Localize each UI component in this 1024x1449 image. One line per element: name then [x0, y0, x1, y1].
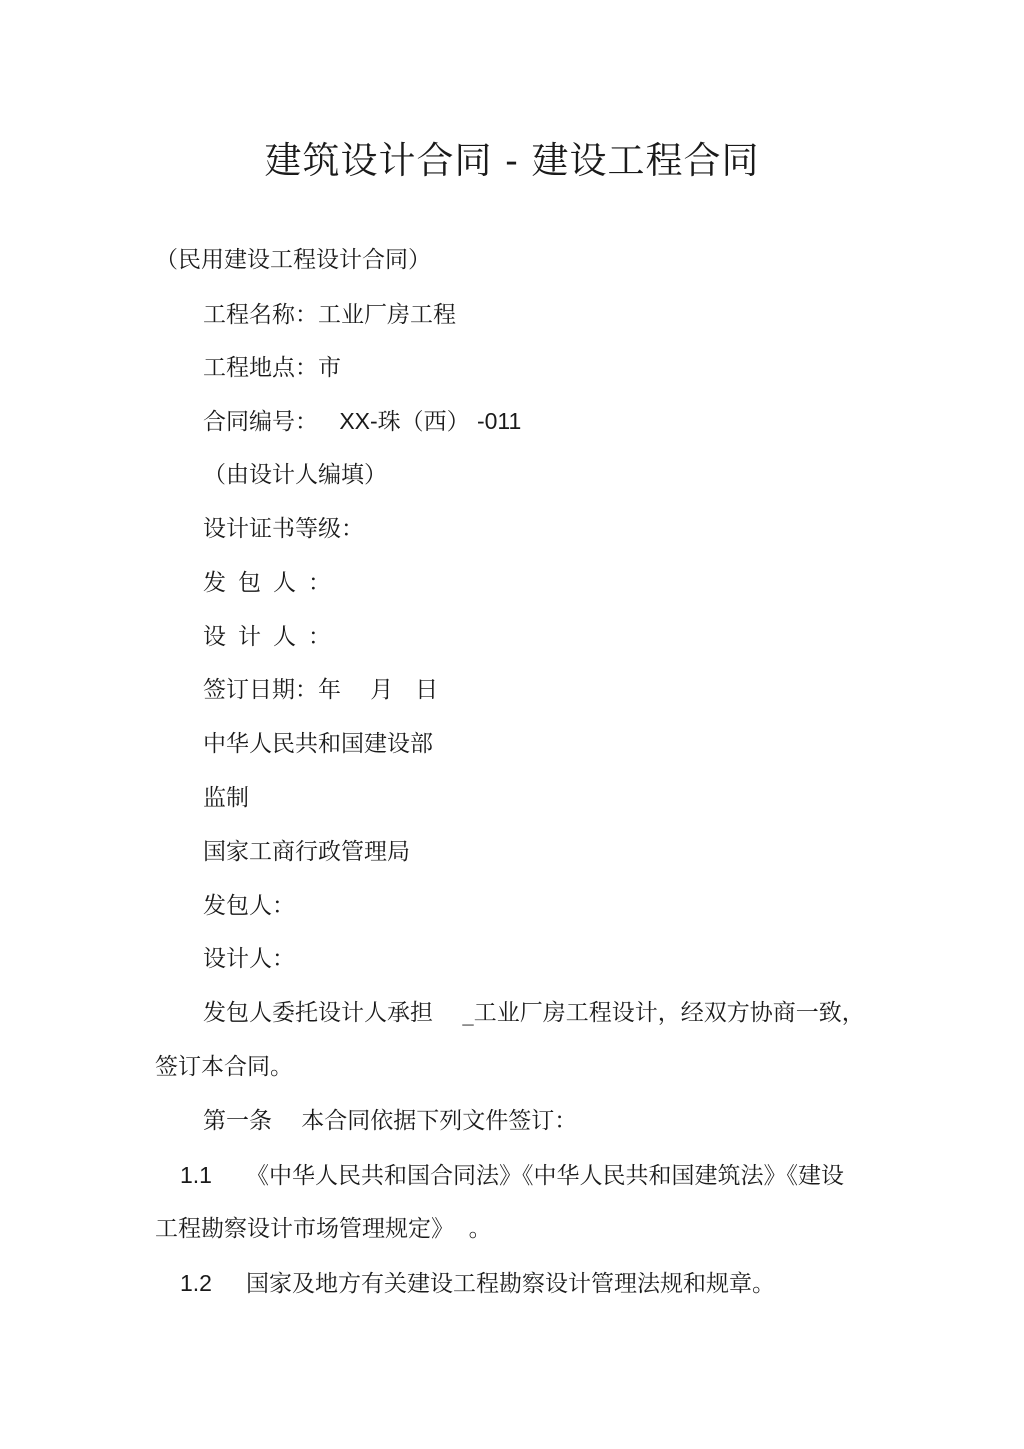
contract-number-field	[203, 406, 521, 437]
contract-number-suffix: -011	[476, 408, 522, 434]
project-location-field: 工程地点：市	[203, 355, 341, 381]
filled-by-note: （由设计人编填）	[203, 462, 387, 488]
item-1-1-text: 《中华人民共和国合同法》《中华人民共和国建筑法》《建设	[246, 1163, 844, 1189]
designer-field-spaced	[203, 622, 331, 652]
contract-number-label: 合同编号：	[203, 409, 318, 435]
client-label-spaced: 发包人	[203, 570, 308, 596]
designer-colon: ：	[308, 624, 331, 650]
contract-number-code: XX-	[339, 408, 378, 434]
supervise-label: 监制	[203, 785, 249, 811]
certificate-grade-field: 设计证书等级：	[203, 516, 364, 542]
client-line: 发包人：	[203, 893, 295, 919]
signing-date-field: 签订日期：年 月 日	[203, 677, 439, 703]
article-1-heading: 第一条 本合同依据下列文件签订：	[203, 1108, 578, 1134]
item-1-1-line-2: 工程勘察设计市场管理规定》 。	[155, 1216, 492, 1242]
designer-label-spaced: 设计人	[203, 624, 308, 650]
client-colon: ：	[308, 570, 331, 596]
document-subtitle: （民用建设工程设计合同）	[155, 247, 431, 273]
item-1-1-line-1	[180, 1160, 844, 1191]
paragraph-1-line-2: 签订本合同。	[155, 1054, 293, 1080]
item-1-2-text: 国家及地方有关建设工程勘察设计管理法规和规章。	[246, 1271, 775, 1297]
designer-line: 设计人：	[203, 946, 295, 972]
client-field-spaced	[203, 568, 331, 598]
item-1-2-line	[180, 1268, 775, 1299]
item-1-2-number: 1.2	[180, 1270, 212, 1296]
project-name-field: 工程名称：工业厂房工程	[203, 302, 456, 328]
contract-number-mid: 珠（西）	[377, 409, 470, 435]
item-1-1-number: 1.1	[180, 1162, 212, 1188]
bureau-name: 国家工商行政管理局	[203, 839, 410, 865]
paragraph-1-line-1: 发包人委托设计人承担 _工业厂房工程设计，经双方协商一致，	[203, 1000, 865, 1026]
ministry-name: 中华人民共和国建设部	[203, 731, 433, 757]
document-title: 建筑设计合同 - 建设工程合同	[264, 139, 760, 182]
